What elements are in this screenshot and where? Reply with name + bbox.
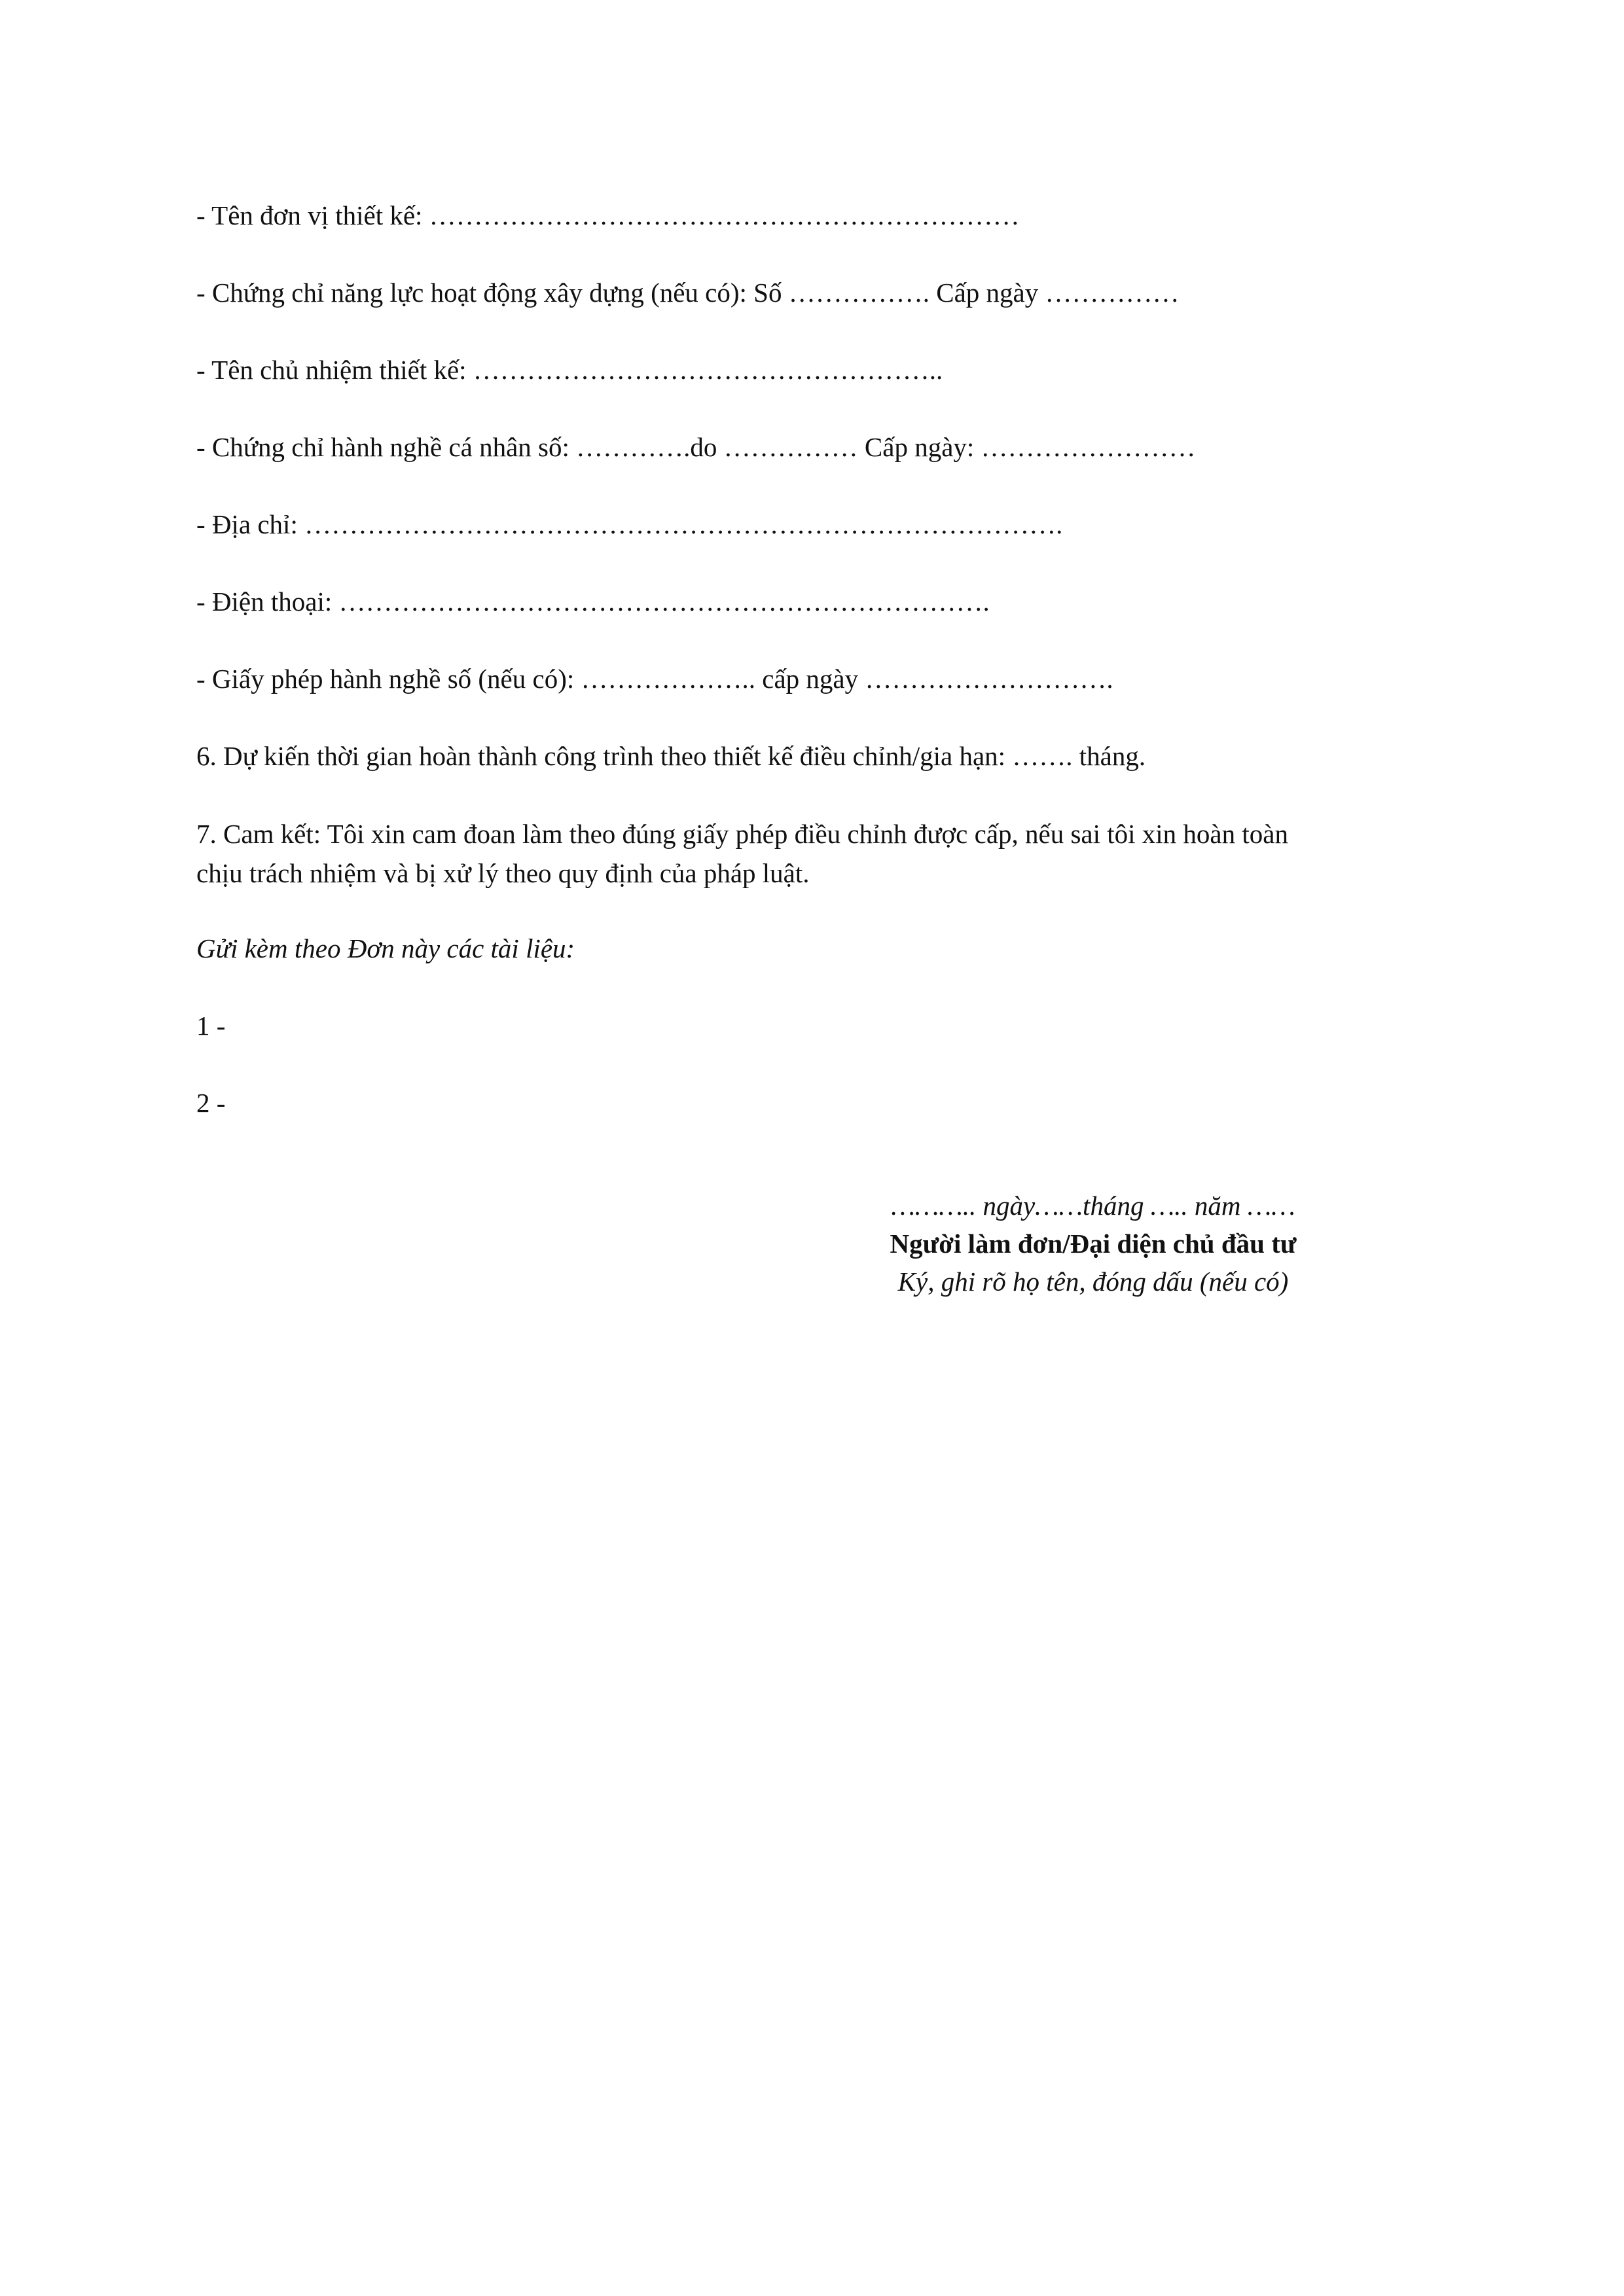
phone-line: - Điện thoại: ………………………………………………………………. — [196, 586, 990, 617]
signature-note: Ký, ghi rõ họ tên, đóng dấu (nếu có) — [897, 1266, 1289, 1297]
designer-unit-name-line: - Tên đơn vị thiết kế: ………………………………………………………… — [196, 200, 1020, 230]
address-line: - Địa chỉ: …………………………………………………………………………. — [196, 509, 1063, 539]
commitment-line-1: 7. Cam kết: Tôi xin cam đoan làm theo đúng giấy phép điều chỉnh được cấp, nếu sai tôi xin hoàn toàn — [196, 819, 1288, 849]
signature-date-line: ……….. ngày……tháng ….. năm …… — [891, 1191, 1295, 1221]
signature-title: Người làm đơn/Đại diện chủ đầu tư — [890, 1229, 1297, 1259]
attachment-item-2: 2 - — [196, 1088, 226, 1118]
section-7-commitment — [196, 814, 1440, 893]
practice-certificate-line: - Chứng chỉ hành nghề cá nhân số: ………….do …………… Cấp ngày: …………………… — [196, 432, 1196, 462]
chief-designer-line: - Tên chủ nhiệm thiết kế: …………………………………………….. — [196, 355, 943, 385]
attachments-heading: Gửi kèm theo Đơn này các tài liệu: — [196, 933, 575, 963]
attachment-item-1: 1 - — [196, 1011, 226, 1041]
capability-certificate-line: - Chứng chỉ năng lực hoạt động xây dựng (nếu có): Số ……………. Cấp ngày …………… — [196, 278, 1180, 308]
commitment-line-2: chịu trách nhiệm và bị xử lý theo quy định của pháp luật. — [196, 858, 810, 888]
license-line: - Giấy phép hành nghề số (nếu có): ……………….. cấp ngày ………………………. — [196, 664, 1113, 694]
section-6-completion-time: 6. Dự kiến thời gian hoàn thành công trình theo thiết kế điều chỉnh/gia hạn: ……. tháng. — [196, 741, 1146, 771]
